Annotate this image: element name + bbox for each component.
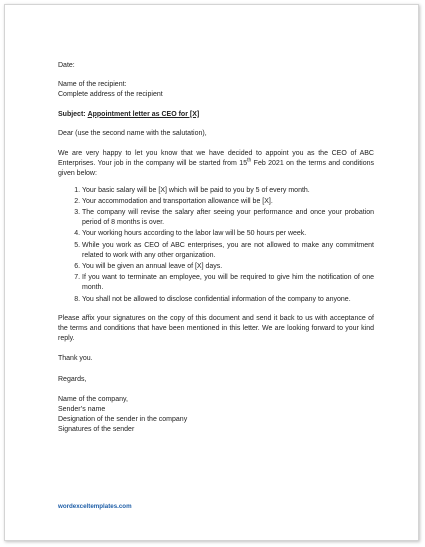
subject-label: Subject:	[58, 110, 86, 118]
intro-superscript: th	[247, 157, 252, 164]
terms-list-item: 7. If you want to terminate an employee, you will be required to give him the notification of one month.	[82, 273, 374, 293]
terms-list	[58, 186, 374, 305]
terms-list-item: 6. You will be given an annual leave of [X] days.	[82, 262, 374, 272]
thanks-line: Thank you.	[58, 355, 93, 363]
letter-body	[58, 61, 374, 436]
date-label: Date:	[58, 62, 75, 69]
recipient-address: Complete address of the recipient	[58, 91, 163, 99]
terms-list-item: 1. Your basic salary will be [X] which will be paid to you by 5 of every month.	[82, 186, 374, 196]
letter-page	[4, 4, 419, 541]
subject-title: Appointment letter as CEO for [X]	[87, 110, 200, 118]
intro-part2: Feb 2021 on the terms and conditions given below:	[58, 160, 374, 178]
terms-list-item: 8. You shall not be allowed to disclose confidential information of the company to anyone.	[82, 295, 374, 305]
subject-line	[58, 110, 374, 120]
intro-part1: We are very happy to let you know that we have decided to appoint you as the CEO of ABC Enterprises. Your job in the company will be started from 15	[58, 150, 374, 168]
recipient-block	[58, 80, 374, 100]
salutation: Dear (use the second name with the salutation),	[58, 129, 207, 137]
sender-block	[58, 395, 374, 436]
terms-list-item: 3. The company will revise the salary after seeing your performance and once your probation period of 8 months is over.	[82, 208, 374, 228]
terms-list-item: 4. Your working hours according to the labor law will be 50 hours per week.	[82, 229, 374, 239]
terms-list-item: 5. While you work as CEO of ABC enterprises, you are not allowed to make any commitment related to work with any other organization.	[82, 241, 374, 261]
sender-designation: Designation of the sender in the company	[58, 416, 188, 424]
closing-paragraph: Please affix your signatures on the copy of this document and send it back to us with acceptance of the terms and conditions that have been mentioned in this letter. We are looking forward to your kind reply.	[58, 314, 374, 343]
recipient-name: Name of the recipient:	[58, 81, 127, 89]
terms-list-item: 2. Your accommodation and transportation allowance will be [X].	[82, 197, 374, 207]
sender-company: Name of the company,	[58, 395, 128, 403]
intro-paragraph	[58, 149, 374, 180]
sender-signature: Signatures of the sender	[58, 426, 135, 434]
regards-line: Regards,	[58, 375, 87, 383]
sender-name: Sender’s name	[58, 406, 106, 414]
website-link[interactable]: wordexceltemplates.com	[58, 503, 132, 510]
